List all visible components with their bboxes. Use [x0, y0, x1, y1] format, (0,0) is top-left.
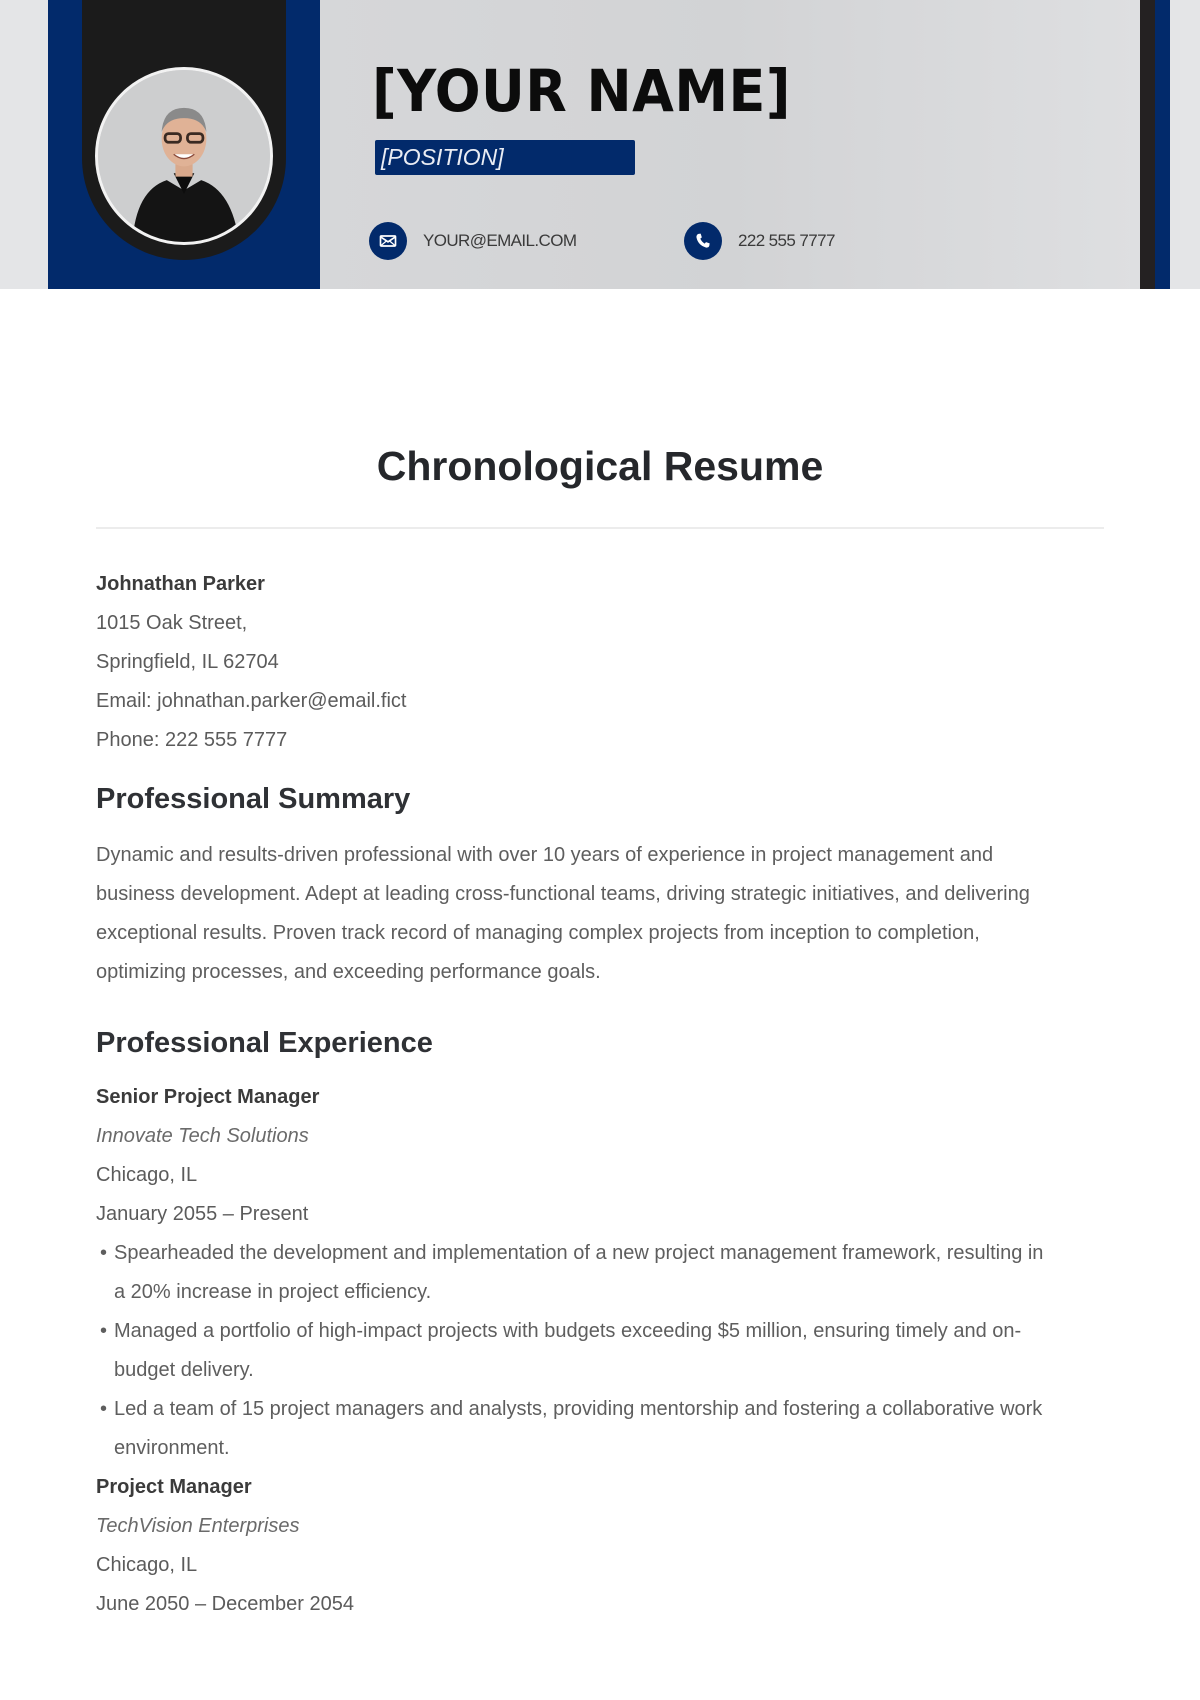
job-title: Project Manager [96, 1476, 252, 1498]
header-phone-text: 222 555 7777 [738, 231, 835, 250]
bullet-icon: • [100, 1242, 108, 1264]
job-bullet [96, 1312, 1056, 1390]
bullet-icon: • [100, 1320, 108, 1342]
job-title: Senior Project Manager [96, 1086, 320, 1108]
contact-email: Email: johnathan.parker@email.fict [96, 690, 407, 712]
job-company: TechVision Enterprises [96, 1515, 300, 1537]
address-line-2: Springfield, IL 62704 [96, 651, 279, 673]
phone-icon [684, 222, 722, 260]
job-company: Innovate Tech Solutions [96, 1125, 309, 1147]
resume-content [96, 565, 1106, 1624]
profile-photo [95, 67, 273, 245]
bullet-icon: • [100, 1398, 108, 1420]
job-entry [96, 1468, 1106, 1624]
professional-summary-section [96, 779, 1106, 992]
job-bullets [96, 1234, 1106, 1468]
job-bullet-text: Spearheaded the development and implementation of a new project management framework, resulting in a 20% increase in project efficiency. [114, 1242, 1044, 1303]
header-email [369, 222, 576, 260]
professional-experience-section [96, 1023, 1106, 1624]
header-accent-bar-navy [1155, 0, 1170, 289]
header-email-text: YOUR@EMAIL.COM [423, 231, 577, 250]
header-phone [684, 222, 835, 260]
summary-heading: Professional Summary [96, 783, 411, 815]
contact-info-section [96, 565, 1106, 760]
job-entry [96, 1078, 1106, 1468]
job-dates: June 2050 – December 2054 [96, 1593, 354, 1615]
experience-heading: Professional Experience [96, 1027, 433, 1059]
resume-header-banner [0, 0, 1200, 289]
header-accent-bar-dark [1140, 0, 1155, 289]
page-title: Chronological Resume [376, 443, 824, 489]
job-bullet [96, 1234, 1056, 1312]
job-bullet-text: Led a team of 15 project managers and analysts, providing mentorship and fostering a collaborative work environment. [114, 1398, 1043, 1459]
contact-phone: Phone: 222 555 7777 [96, 729, 288, 751]
job-bullet-text: Managed a portfolio of high-impact projects with budgets exceeding $5 million, ensuring timely and on-budget delivery. [114, 1320, 1022, 1381]
person-photo-icon [98, 70, 270, 242]
envelope-icon [369, 222, 407, 260]
title-divider [96, 527, 1104, 529]
job-location: Chicago, IL [96, 1554, 198, 1576]
summary-text: Dynamic and results-driven professional with over 10 years of experience in project management and business development. Adept at leading cross-functional teams, driving strategic initiatives, and delivering exceptional results. Proven track record of managing complex projects from inception to completion, optimizing processes, and exceeding performance goals. [96, 844, 1030, 983]
position-placeholder: [POSITION] [381, 144, 504, 170]
job-dates: January 2055 – Present [96, 1203, 309, 1225]
name-placeholder: [YOUR NAME] [372, 57, 791, 125]
job-location: Chicago, IL [96, 1164, 198, 1186]
candidate-name: Johnathan Parker [96, 573, 265, 595]
address-line-1: 1015 Oak Street, [96, 612, 248, 634]
job-bullet [96, 1390, 1056, 1468]
position-badge [375, 140, 635, 175]
